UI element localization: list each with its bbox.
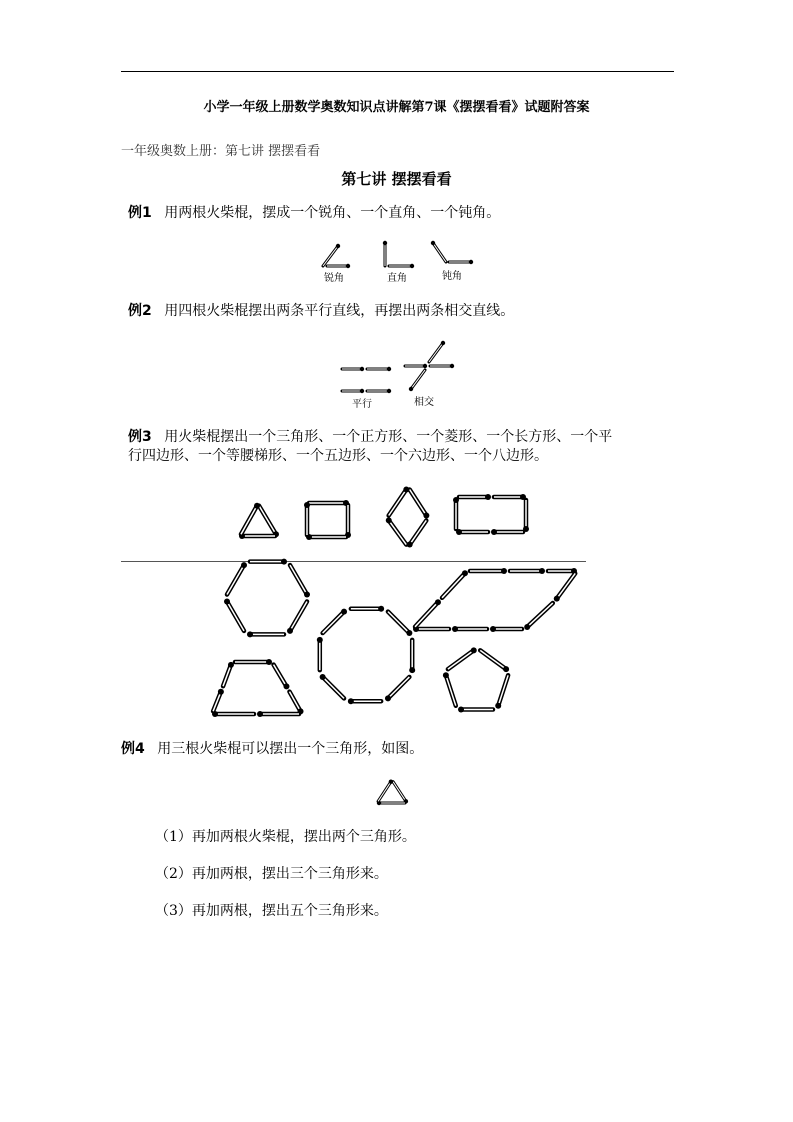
matchstick-highlight — [498, 675, 508, 705]
matchstick-highlight — [223, 665, 231, 686]
matchstick-head — [554, 596, 560, 602]
matchstick-highlight — [389, 489, 407, 515]
matchstick-head — [389, 779, 393, 783]
figure-intersecting-lines — [405, 341, 454, 391]
label-right-angle: 直角 — [387, 273, 407, 284]
example-2-label: 例2 — [128, 303, 152, 319]
matchstick-head — [283, 683, 289, 689]
matchstick-head — [423, 364, 427, 368]
matchstick-head — [385, 695, 391, 701]
question-1: （1）再加两根火柴棍，摆出两个三角形。 — [155, 829, 416, 845]
matchstick-head — [491, 529, 497, 535]
example-3-text-line2: 行四边形、一个等腰梯形、一个五边形、一个六边形、一个八边形。 — [128, 448, 548, 464]
example-4-label: 例4 — [121, 741, 145, 757]
figure-hexagon — [224, 559, 310, 638]
matchstick-highlight — [213, 692, 221, 711]
matchstick-head — [287, 628, 293, 634]
matchstick-head — [524, 624, 530, 630]
matchstick-head — [450, 364, 454, 368]
label-parallel: 平行 — [352, 399, 372, 410]
figure-acute-angle — [323, 244, 350, 268]
matchstick-head — [423, 512, 429, 518]
matchstick-highlight — [259, 506, 276, 535]
matchstick-highlight — [378, 782, 391, 802]
matchstick-highlight — [410, 520, 427, 544]
example-1-text: 用两根火柴棍，摆成一个锐角、一个直角、一个钝角。 — [164, 205, 501, 221]
matchstick-head — [218, 689, 224, 695]
matchstick-head — [441, 341, 445, 345]
matchstick-highlight — [448, 650, 474, 669]
matchstick-head — [462, 570, 468, 576]
matchstick-head — [224, 598, 230, 604]
matchstick-head — [409, 387, 413, 391]
matchstick-highlight — [415, 602, 438, 627]
matchstick-highlight — [446, 675, 456, 705]
matchstick-highlight — [393, 782, 406, 802]
figure-trapezoid — [212, 659, 304, 717]
matchstick-head — [336, 244, 340, 248]
example-4-text: 用三根火柴棍可以摆出一个三角形，如图。 — [157, 741, 424, 757]
matchstick-head — [378, 606, 384, 612]
figure-obtuse-angle — [431, 241, 473, 264]
example-2-text: 用四根火柴棍摆出两条平行直线，再摆出两条相交直线。 — [164, 303, 515, 319]
matchstick-head — [503, 666, 509, 672]
matchstick-highlight — [323, 677, 344, 698]
matchstick-head — [281, 559, 287, 565]
matchstick-highlight — [227, 601, 244, 630]
matchstick-head — [257, 711, 263, 717]
matchstick-head — [410, 264, 414, 268]
matchstick-head — [403, 486, 409, 492]
figure-example-4-triangle — [377, 779, 408, 805]
matchstick-highlight — [411, 370, 425, 389]
example-3-label: 例3 — [128, 429, 152, 445]
matchstick-highlight — [227, 565, 244, 594]
question-3: （3）再加两根，摆出五个三角形来。 — [155, 903, 388, 919]
matchstick-head — [485, 494, 491, 500]
matchstick-highlight — [480, 650, 506, 669]
matchstick-head — [471, 647, 477, 653]
matchstick-head — [469, 260, 473, 264]
matchstick-head — [387, 389, 391, 393]
matchstick-head — [360, 367, 364, 371]
figure-rhombus — [386, 486, 430, 547]
matchstick-head — [435, 599, 441, 605]
matchstick-head — [539, 568, 545, 574]
matchstick-head — [304, 592, 310, 598]
matchstick-head — [431, 241, 435, 245]
matchstick-highlight — [410, 490, 427, 516]
document-title: 小学一年级上册数学奥数知识点讲解第7课《摆摆看看》试题附答案 — [203, 100, 590, 115]
example-3-text-line1: 用火柴棍摆出一个三角形、一个正方形、一个菱形、一个长方形、一个平 — [164, 429, 613, 445]
matchstick-head — [266, 659, 272, 665]
matchstick-head — [304, 502, 310, 508]
matchstick-highlight — [274, 665, 287, 687]
matchstick-highlight — [290, 601, 307, 630]
matchstick-highlight — [323, 246, 338, 266]
matchstick-head — [241, 562, 247, 568]
matchstick-head — [495, 703, 501, 709]
matchstick-head — [458, 707, 464, 713]
matchstick-head — [228, 662, 234, 668]
matchstick-head — [341, 609, 347, 615]
lecture-title: 第七讲 摆摆看看 — [341, 170, 452, 188]
figure-pentagon — [443, 647, 509, 712]
matchstick-head — [254, 503, 260, 509]
label-acute-angle: 锐角 — [324, 273, 344, 284]
matchstick-head — [346, 264, 350, 268]
figure-octagon — [317, 606, 415, 704]
matchstick-head — [501, 568, 507, 574]
matchstick-head — [406, 630, 412, 636]
matchstick-highlight — [241, 506, 257, 535]
matchstick-highlight — [433, 243, 446, 262]
matchstick-head — [490, 626, 496, 632]
matchstick-head — [383, 241, 387, 245]
matchstick-highlight — [323, 612, 344, 633]
matchstick-head — [360, 389, 364, 393]
matchstick-head — [348, 698, 354, 704]
matchstick-head — [453, 497, 459, 503]
example-1-label: 例1 — [128, 205, 152, 221]
figure-triangle — [239, 503, 279, 539]
label-obtuse-angle: 钝角 — [442, 271, 462, 282]
label-intersecting: 相交 — [414, 397, 434, 408]
matchstick-highlight — [388, 612, 409, 633]
matchstick-head — [320, 674, 326, 680]
matchstick-highlight — [429, 343, 443, 362]
question-2: （2）再加两根，摆出三个三角形来。 — [155, 866, 388, 882]
figure-rectangle — [453, 494, 529, 535]
matchstick-head — [247, 631, 253, 637]
matchstick-highlight — [289, 692, 300, 712]
matchstick-highlight — [290, 565, 307, 594]
figure-square — [304, 500, 351, 540]
matchstick-highlight — [389, 520, 406, 544]
matchstick-highlight — [527, 603, 553, 627]
figure-parallel-lines — [342, 367, 391, 393]
figure-right-angle — [383, 241, 414, 268]
matchstick-head — [443, 672, 449, 678]
matchstick-head — [317, 637, 323, 643]
matchstick-head — [452, 626, 458, 632]
matchstick-head — [386, 517, 392, 523]
figure-parallelogram — [413, 568, 577, 632]
matchstick-highlight — [557, 573, 575, 598]
matchstick-highlight — [442, 573, 465, 598]
document-subtitle: 一年级奥数上册：第七讲 摆摆看看 — [121, 144, 321, 159]
matchstick-highlight — [388, 677, 409, 698]
matchstick-head — [387, 367, 391, 371]
matchstick-head — [409, 667, 415, 673]
